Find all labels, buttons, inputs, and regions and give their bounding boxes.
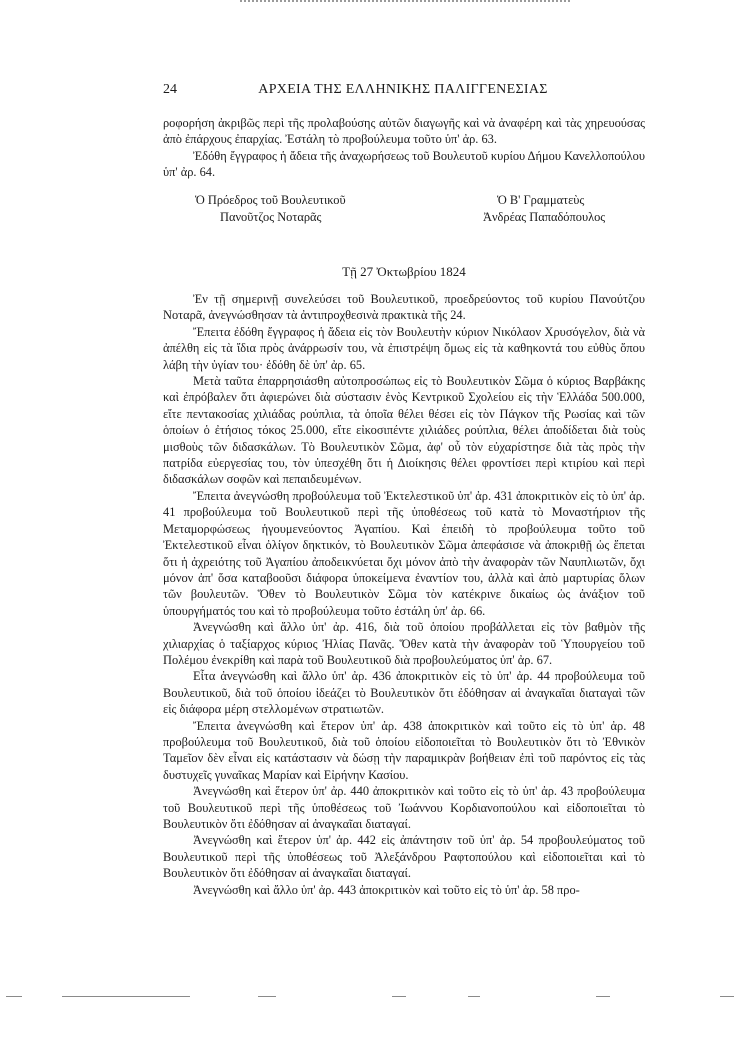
rule-segment	[392, 996, 406, 997]
rule-segment	[720, 996, 734, 997]
paragraph: Εἶτα ἀνεγνώσθη καὶ ἄλλο ὑπ' ἀρ. 436 ἀποκριτικὸν εἰς τὸ ὑπ' ἀρ. 44 προβούλευμα τοῦ Βουλευτικοῦ, διὰ τοῦ ὁποίου ἰδεάζει τὸ Βουλευτικὸν ὅτι ἐδόθησαν αἱ ἀναγκαῖαι διαταγαὶ τῶν εἰς διάφορα μέρη στελλομένων στρατιωτῶν.	[163, 669, 645, 717]
rule-segment	[596, 996, 610, 997]
secretary-name: Ἀνδρέας Παπαδόπουλος	[483, 210, 606, 224]
page-number: 24	[163, 82, 177, 97]
session-minutes	[163, 291, 645, 898]
top-edge-artifact	[240, 0, 570, 5]
secretary-signature	[483, 192, 643, 226]
president-title: Ὁ Πρόεδρος τοῦ Βουλευτικοῦ	[195, 193, 346, 207]
continuation-text	[163, 115, 645, 181]
paragraph: Μετὰ ταῦτα ἐπαρρησιάσθη αὐτοπροσώπως εἰς τὸ Βουλευτικὸν Σῶμα ὁ κύριος Βαρβάκης καὶ ἐπρόβαλεν ὅτι ἀφιερώνει διὰ σύστασιν ἑνὸς Κεντρικοῦ Σχολείου εἰς τὴν Ἑλλάδα 500.000, εἴτε πεντακοσίας χιλιάδας ρούπλια, τὰ ὁποῖα θέλει θέσει εἰς τὸν Πάγκον τῆς Ρωσίας καὶ τῶν ὁποίων ὁ ἐτήσιος τόκος 25.000, εἴτε εἰκοσιπέντε χιλιάδες ρούπλια, θέλει ἀποδίδεται διὰ τοὺς μισθοὺς τῶν διδασκάλων. Τὸ Βουλευτικὸν Σῶμα, ἀφ' οὗ τὸν εὐχαρίστησε διὰ τὰς πρὸς τὴν πατρίδα εὐεργεσίας του, τὸν ὑπεσχέθη ὅτι ἡ Διοίκησις θέλει φροντίσει περὶ κτιρίου καὶ περὶ διδασκάλων σοφῶν καὶ πεπαιδευμένων.	[163, 374, 645, 487]
paragraph: Ἀνεγνώσθη καὶ ἄλλο ὑπ' ἀρ. 443 ἀποκριτικὸν καὶ τοῦτο εἰς τὸ ὑπ' ἀρ. 58 προ-	[193, 882, 580, 897]
running-title: ΑΡΧΕΙΑ ΤΗΣ ΕΛΛΗΝΙΚΗΣ ΠΑΛΙΓΓΕΝΕΣΙΑΣ	[258, 82, 548, 97]
paragraph: Ἀνεγνώσθη καὶ ἄλλο ὑπ' ἀρ. 416, διὰ τοῦ ὁποίου προβάλλεται εἰς τὸν βαθμὸν τῆς χιλιαρχίας ὁ ταξίαρχος κύριος Ἠλίας Πανᾶς. Ὅθεν κατὰ τὴν ἀναφορὰν τοῦ Ὑπουργείου τοῦ Πολέμου ἐνεκρίθη καὶ παρὰ τοῦ Βουλευτικοῦ διὰ προβουλεύματος ὑπ' ἀρ. 67.	[163, 620, 645, 667]
rule-segment	[468, 996, 480, 997]
bottom-edge-rules	[0, 996, 744, 1000]
rule-segment	[62, 996, 190, 997]
paragraph: Ἀνεγνώσθη καὶ ἕτερον ὑπ' ἀρ. 442 εἰς ἀπάντησιν τοῦ ὑπ' ἀρ. 54 προβουλεύματος τοῦ Βουλευτικοῦ περὶ τῆς ὑποθέσεως τοῦ Ἀλεξάνδρου Ραφτοπούλου καὶ εἰδοποιεῖται καὶ τὸ Βουλευτικὸν ὅτι ἐδόθησαν αἱ ἀναγκαῖαι διαταγαί.	[163, 833, 645, 881]
paragraph: Ἐδόθη ἔγγραφος ἡ ἄδεια τῆς ἀναχωρήσεως τοῦ Βουλευτοῦ κυρίου Δήμου Κανελλοπούλου ὑπ' ἀρ. 64.	[163, 148, 645, 180]
paragraph: ροφορήση ἀκριβῶς περὶ τῆς προλαβούσης αὐτῶν διαγωγῆς καὶ νὰ ἀναφέρη καὶ τὰς χηρευούσας ἀπὸ ἐπάρχους ἐπαρχίας. Ἐστάλη τὸ προβούλευμα τοῦτο ὑπ' ἀρ. 63.	[163, 116, 645, 147]
paragraph: Ἔπειτα ἐδόθη ἔγγραφος ἡ ἄδεια εἰς τὸν Βουλευτὴν κύριον Νικόλαον Χρυσόγελον, διὰ νὰ ἀπέλθη εἰς τὰ ἴδια πρὸς ἀνάρρωσίν του, νὰ ἐπιστρέψη ὅμως εἰς τὰ καθηκοντά του εὐθὺς ὅπου λάβη τὴν ὑγίαν του· ἐδόθη δὲ ὑπ' ἀρ. 65.	[163, 324, 645, 372]
rule-segment	[6, 996, 22, 997]
president-signature	[195, 192, 415, 226]
paragraph: Ἔπειτα ἀνεγνώσθη προβούλευμα τοῦ Ἐκτελεστικοῦ ὑπ' ἀρ. 431 ἀποκριτικὸν εἰς τὸ ὑπ' ἀρ. 41 προβούλευμα τοῦ Βουλευτικοῦ περὶ τῆς ὑποθέσεως τοῦ κατὰ τὸ Μοναστήριον τῆς Μεταμορφώσεως ἡγουμενεύοντος Ἀγαπίου. Καὶ ἐπειδὴ τὸ προβούλευμα τοῦτο τοῦ Ἐκτελεστικοῦ εἶναι ὀλίγον δηκτικόν, τὸ Βουλευτικὸν Σῶμα ἀπεφάσισε νὰ ἀποκριθῇ ὡς ἕπεται ὅτι ἡ ἀχρειότης τοῦ Ἀγαπίου ἀποδεικνύεται ὄχι μόνον ἀπὸ τὴν ἀναφορὰν τῶν Ναυπλιωτῶν, ὄχι μόνον ἀπ' ὅσα καταβοοῦσι διάφορα ὑποκείμενα ἐναντίον του, ἀλλὰ καὶ ἀπὸ μαρτυρίας ὅλων τῶν βουλευτῶν. Ὅθεν τὸ Βουλευτικὸν Σῶμα τὸν κατέκρινε δικαίως ὡς ἀνάξιον τοῦ ὑπουργήματός του καὶ τὸ προβούλευμα τοῦτο ἐστάλη ὑπ' ἀρ. 66.	[163, 488, 645, 618]
paragraph: Ἐν τῇ σημερινῇ συνελεύσει τοῦ Βουλευτικοῦ, προεδρεύοντος τοῦ κυρίου Πανούτζου Νοταρᾶ, ἀνεγνώσθησαν τὰ ἀντιπροχθεσινὰ πρακτικὰ τῆς 24.	[163, 292, 645, 323]
paragraph: Ἀνεγνώσθη καὶ ἕτερον ὑπ' ἀρ. 440 ἀποκριτικὸν καὶ τοῦτο εἰς τὸ ὑπ' ἀρ. 43 προβούλευμα τοῦ Βουλευτικοῦ περὶ τῆς ὑποθέσεως τοῦ Ἰωάννου Κορδιανοπούλου καὶ εἰδοποιεῖται τὸ Βουλευτικὸν ὅτι ἐδόθησαν αἱ ἀναγκαῖαι διαταγαί.	[163, 784, 645, 831]
secretary-title: Ὁ Β' Γραμματεὺς	[497, 193, 585, 207]
page-header	[163, 82, 643, 102]
signature-block	[195, 192, 635, 232]
rule-segment	[258, 996, 276, 997]
paragraph: Ἔπειτα ἀνεγνώσθη καὶ ἕτερον ὑπ' ἀρ. 438 ἀποκριτικὸν καὶ τοῦτο εἰς τὸ ὑπ' ἀρ. 48 προβούλευμα τοῦ Βουλευτικοῦ, διὰ τοῦ ὁποίου εἰδοποιεῖται τὸ Βουλευτικὸν ὅτι τὸ Ἐθνικὸν Ταμεῖον δὲν εἶναι εἰς κατάστασιν νὰ δώσῃ τὴν παραμικρὰν βοήθειαν ἐπὶ τοῦ παρόντος εἰς τὰς δυστυχεῖς γυναῖκας Μαρίαν καὶ Εἰρήνην Κασίου.	[163, 718, 645, 782]
session-date-heading: Τῇ 27 Ὀκτωβρίου 1824	[342, 264, 466, 279]
president-name: Πανοῦτζος Νοταρᾶς	[220, 210, 322, 224]
